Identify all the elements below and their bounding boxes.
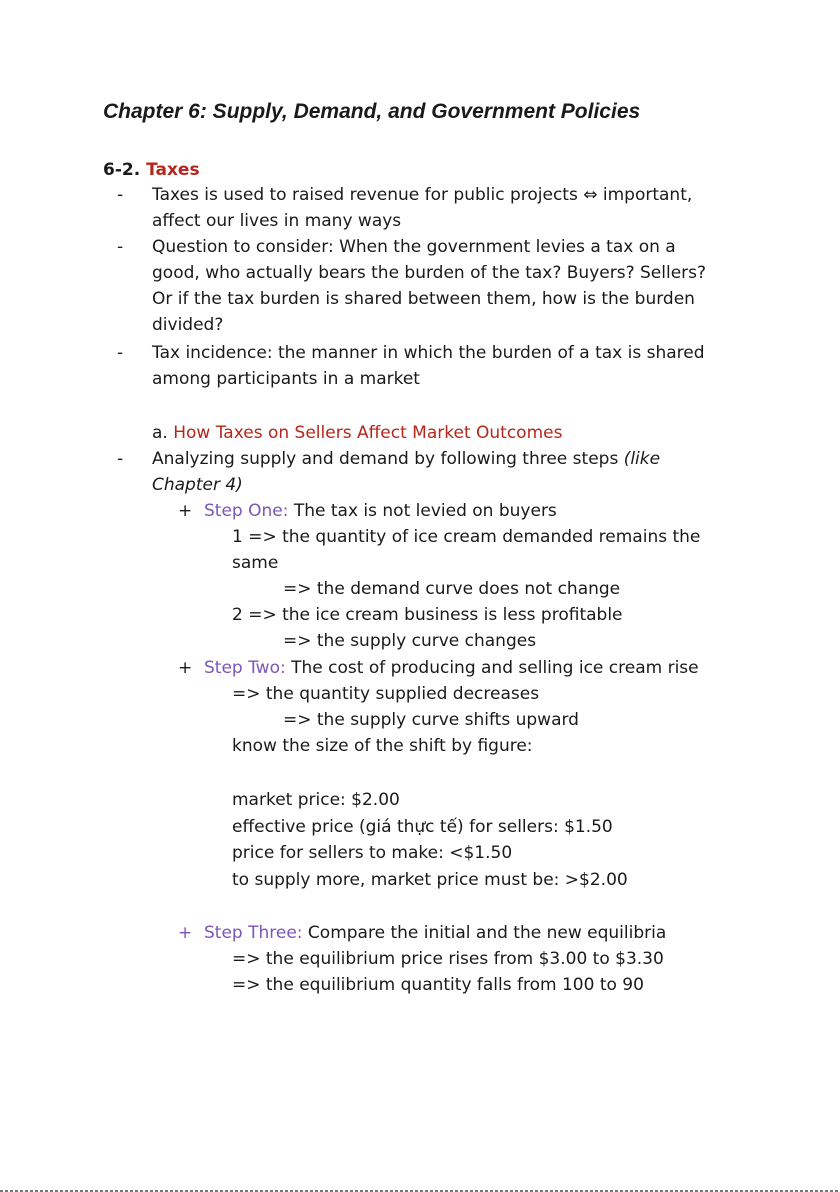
- dash-marker: -: [117, 449, 124, 469]
- subsection-title: How Taxes on Sellers Affect Market Outcomes: [173, 423, 563, 443]
- step-one-detail: => the demand curve does not change: [283, 579, 621, 599]
- section-title: Taxes: [146, 160, 200, 180]
- dash-marker: -: [117, 237, 124, 257]
- step-one-label: Step One:: [204, 501, 289, 521]
- bullet-text: Question to consider: When the government levies a tax on a: [152, 237, 676, 257]
- subsection-heading: [152, 420, 562, 446]
- step-one-detail: 1 => the quantity of ice cream demanded remains the: [232, 527, 701, 547]
- bullet-text: Tax incidence: the manner in which the burden of a tax is shared: [152, 343, 705, 363]
- step-two-detail: to supply more, market price must be: >$2.00: [232, 870, 628, 890]
- step-one-detail: => the supply curve changes: [283, 631, 537, 651]
- bullet-text: Taxes is used to raised revenue for public projects ⇔ important,: [152, 185, 693, 205]
- dash-marker: -: [117, 343, 124, 363]
- bullet-text: Or if the tax burden is shared between them, how is the burden: [152, 289, 695, 309]
- step-three-label: Step Three:: [204, 923, 303, 943]
- bullet-text: affect our lives in many ways: [152, 211, 402, 231]
- step-one-detail: same: [232, 553, 279, 573]
- step-three-detail: => the equilibrium quantity falls from 100 to 90: [232, 975, 644, 995]
- step-two-detail: market price: $2.00: [232, 790, 400, 810]
- section-heading: [103, 157, 200, 183]
- bullet-text: good, who actually bears the burden of the tax? Buyers? Sellers?: [152, 263, 707, 283]
- step-two-detail: price for sellers to make: <$1.50: [232, 843, 513, 863]
- plus-marker: +: [178, 658, 193, 678]
- step-three-line: [204, 920, 666, 946]
- step-two-label: Step Two:: [204, 658, 286, 678]
- step-two-text: The cost of producing and selling ice cream rise: [285, 658, 699, 678]
- analysis-italic: (like: [623, 449, 661, 469]
- plus-marker: +: [178, 501, 193, 521]
- subsection-letter: a.: [152, 423, 168, 443]
- step-two-detail: => the quantity supplied decreases: [232, 684, 540, 704]
- bullet-text: among participants in a market: [152, 369, 420, 389]
- step-two-line: [204, 655, 699, 681]
- analysis-text: Analyzing supply and demand by following three steps: [152, 449, 624, 469]
- dash-marker: -: [117, 185, 124, 205]
- step-one-text: The tax is not levied on buyers: [288, 501, 557, 521]
- step-two-detail: => the supply curve shifts upward: [283, 710, 579, 730]
- step-two-detail: know the size of the shift by figure:: [232, 736, 533, 756]
- chapter-title: Chapter 6: Supply, Demand, and Government Policies: [103, 100, 641, 123]
- step-one-detail: 2 => the ice cream business is less profitable: [232, 605, 623, 625]
- step-one-line: [204, 498, 557, 524]
- analysis-italic-line: Chapter 4): [152, 475, 243, 495]
- step-three-text: Compare the initial and the new equilibria: [302, 923, 667, 943]
- section-number: 6-2.: [103, 160, 141, 180]
- step-three-detail: => the equilibrium price rises from $3.00 to $3.30: [232, 949, 664, 969]
- step-two-detail: effective price (giá thực tế) for sellers: $1.50: [232, 817, 613, 837]
- bullet-text: divided?: [152, 315, 224, 335]
- plus-marker: +: [178, 923, 193, 943]
- analysis-line: [152, 446, 660, 472]
